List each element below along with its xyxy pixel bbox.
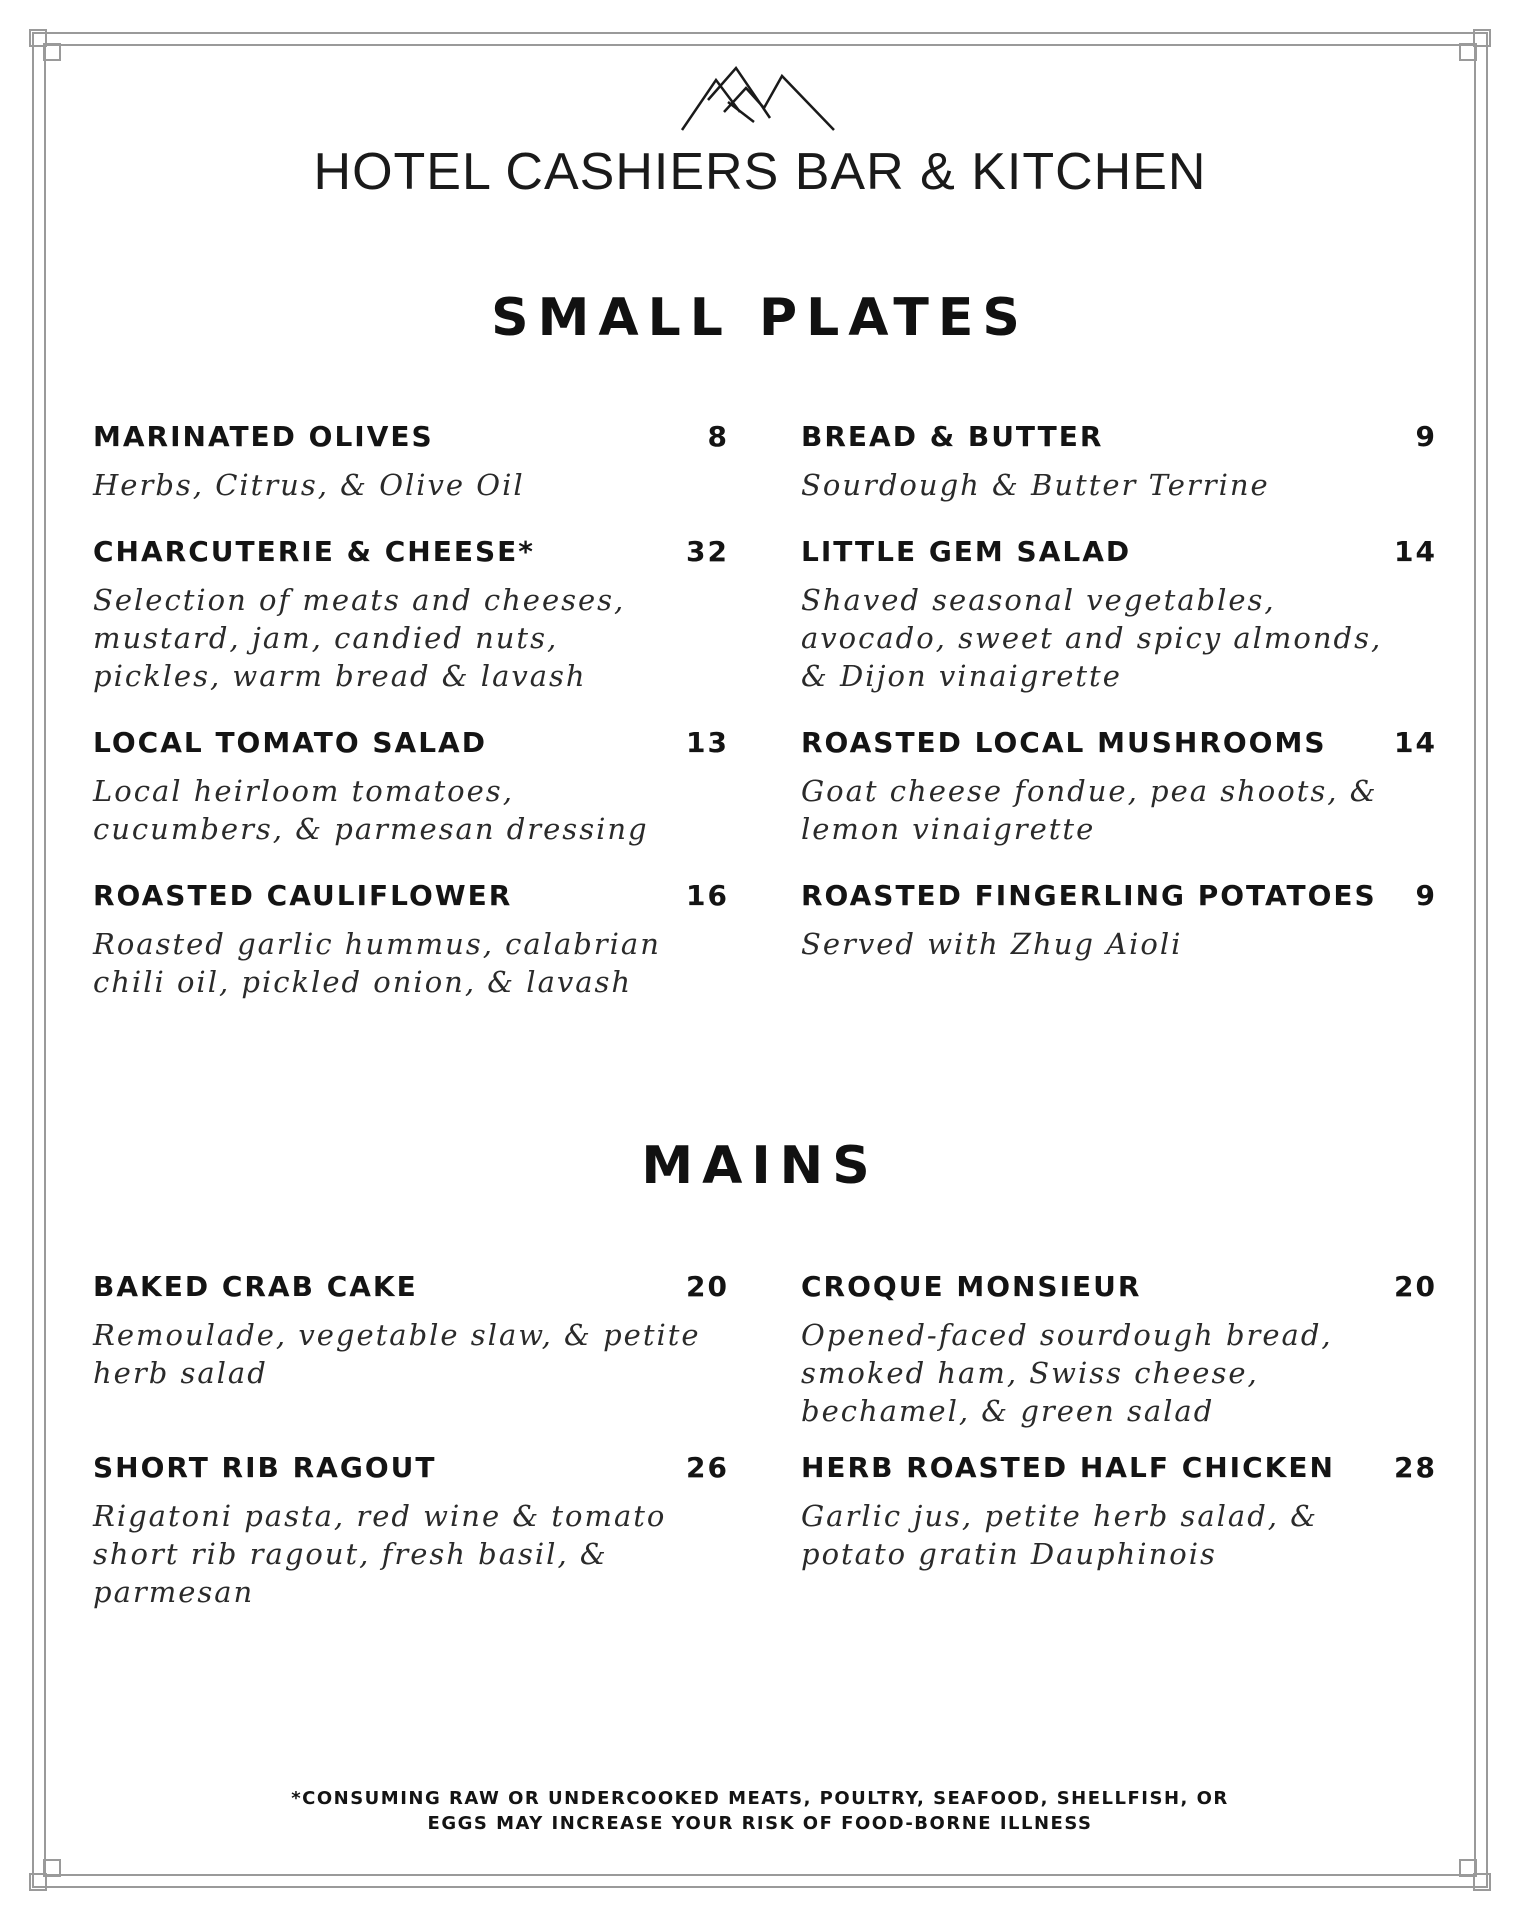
item-price: 28 xyxy=(1394,1451,1437,1484)
item-name: ROASTED CAULIFLOWER xyxy=(93,879,513,912)
item-description: Roasted garlic hummus, calabrian chili oil, pickled onion, & lavash xyxy=(93,927,661,999)
section-title-small-plates: SMALL PLATES xyxy=(491,288,1029,348)
item-name: LOCAL TOMATO SALAD xyxy=(93,726,487,759)
item-name: SHORT RIB RAGOUT xyxy=(93,1451,437,1484)
item-description: Selection of meats and cheeses, mustard, jam, candied nuts, pickles, warm bread & lavash xyxy=(93,583,626,693)
item-price: 32 xyxy=(686,535,729,568)
menu-item xyxy=(93,879,729,1001)
mountain-logo-icon xyxy=(678,60,838,136)
corner-ornament-icon xyxy=(26,1834,86,1894)
item-price: 9 xyxy=(1415,420,1437,453)
item-name: BREAD & BUTTER xyxy=(801,420,1104,453)
menu-item xyxy=(801,726,1437,848)
hotel-name: HOTEL CASHIERS BAR & KITCHEN xyxy=(313,143,1207,201)
menu-item xyxy=(93,420,729,504)
item-description: Shaved seasonal vegetables, avocado, sweet and spicy almonds, & Dijon vinaigrette xyxy=(801,583,1383,693)
menu-item xyxy=(93,1270,729,1392)
item-description: Goat cheese fondue, pea shoots, & lemon vinaigrette xyxy=(801,774,1378,846)
item-price: 16 xyxy=(686,879,729,912)
item-price: 26 xyxy=(686,1451,729,1484)
item-price: 20 xyxy=(1394,1270,1437,1303)
menu-item xyxy=(93,1451,729,1611)
item-description: Herbs, Citrus, & Olive Oil xyxy=(93,468,525,502)
item-price: 8 xyxy=(707,420,729,453)
menu-item xyxy=(801,879,1437,963)
item-description: Local heirloom tomatoes, cucumbers, & parmesan dressing xyxy=(93,774,649,846)
item-description: Sourdough & Butter Terrine xyxy=(801,468,1270,502)
item-name: CHARCUTERIE & CHEESE* xyxy=(93,535,535,568)
item-description: Garlic jus, petite herb salad, & potato gratin Dauphinois xyxy=(801,1499,1319,1571)
item-price: 13 xyxy=(686,726,729,759)
item-name: LITTLE GEM SALAD xyxy=(801,535,1132,568)
corner-ornament-icon xyxy=(1434,1834,1494,1894)
item-price: 14 xyxy=(1394,726,1437,759)
item-name: MARINATED OLIVES xyxy=(93,420,434,453)
item-name: ROASTED FINGERLING POTATOES xyxy=(801,879,1377,912)
item-name: BAKED CRAB CAKE xyxy=(93,1270,418,1303)
item-price: 14 xyxy=(1394,535,1437,568)
menu-item xyxy=(93,726,729,848)
menu-item xyxy=(801,1270,1437,1430)
item-description: Rigatoni pasta, red wine & tomato short rib ragout, fresh basil, & parmesan xyxy=(93,1499,667,1609)
item-name: CROQUE MONSIEUR xyxy=(801,1270,1142,1303)
menu-item xyxy=(801,535,1437,695)
item-name: HERB ROASTED HALF CHICKEN xyxy=(801,1451,1335,1484)
item-price: 20 xyxy=(686,1270,729,1303)
health-disclaimer: *CONSUMING RAW OR UNDERCOOKED MEATS, POULTRY, SEAFOOD, SHELLFISH, OR EGGS MAY INCREASE YOUR RISK OF FOOD-BORNE ILLNESS xyxy=(291,1788,1229,1834)
item-description: Served with Zhug Aioli xyxy=(801,927,1183,961)
menu-item xyxy=(801,420,1437,504)
item-name: ROASTED LOCAL MUSHROOMS xyxy=(801,726,1327,759)
item-description: Opened-faced sourdough bread, smoked ham, Swiss cheese, bechamel, & green salad xyxy=(801,1318,1333,1428)
corner-ornament-icon xyxy=(26,26,86,86)
corner-ornament-icon xyxy=(1434,26,1494,86)
menu-item xyxy=(93,535,729,695)
section-title-mains: MAINS xyxy=(641,1136,879,1196)
menu-item xyxy=(801,1451,1437,1573)
item-description: Remoulade, vegetable slaw, & petite herb salad xyxy=(93,1318,701,1390)
item-price: 9 xyxy=(1415,879,1437,912)
